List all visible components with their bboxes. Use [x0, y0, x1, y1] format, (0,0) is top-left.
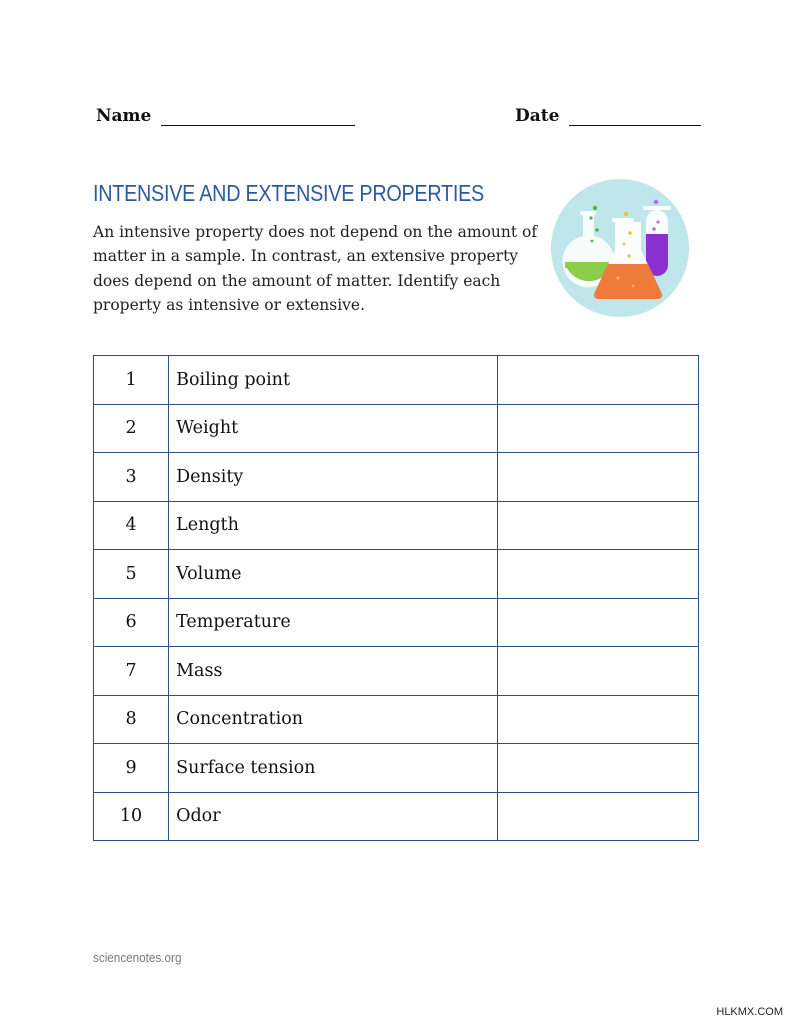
table-row: [94, 792, 699, 841]
table-row: [94, 404, 699, 453]
answer-cell[interactable]: [497, 453, 698, 502]
property-name: Mass: [169, 647, 498, 696]
property-name: Surface tension: [169, 744, 498, 793]
worksheet-title: INTENSIVE AND EXTENSIVE PROPERTIES: [93, 180, 484, 206]
property-name: Concentration: [169, 695, 498, 744]
name-field[interactable]: [96, 106, 355, 126]
property-name: Volume: [169, 550, 498, 599]
property-name: Length: [169, 501, 498, 550]
property-name: Odor: [169, 792, 498, 841]
instructions-paragraph: An intensive property does not depend on the amount of matter in a sample. In contrast, an extensive property does depend on the amount of matter. Identify each property as intensive or extensive.: [93, 223, 538, 314]
row-number: 9: [94, 744, 169, 793]
row-number: 2: [94, 404, 169, 453]
table-row: [94, 550, 699, 599]
table-row: [94, 598, 699, 647]
table-row: [94, 356, 699, 405]
row-number: 1: [94, 356, 169, 405]
answer-cell[interactable]: [497, 598, 698, 647]
row-number: 6: [94, 598, 169, 647]
table-row: [94, 695, 699, 744]
date-label: Date: [515, 106, 560, 126]
table-row: [94, 647, 699, 696]
property-name: Temperature: [169, 598, 498, 647]
row-number: 10: [94, 792, 169, 841]
table-row: [94, 453, 699, 502]
answer-cell[interactable]: [497, 647, 698, 696]
answer-cell[interactable]: [497, 501, 698, 550]
watermark: HLKMX.COM: [716, 1006, 783, 1018]
chemistry-flasks-icon: [550, 178, 690, 318]
row-number: 4: [94, 501, 169, 550]
answer-cell[interactable]: [497, 695, 698, 744]
answer-cell[interactable]: [497, 404, 698, 453]
table-row: [94, 501, 699, 550]
date-blank-line[interactable]: [569, 109, 701, 126]
row-number: 3: [94, 453, 169, 502]
answer-cell[interactable]: [497, 744, 698, 793]
property-name: Density: [169, 453, 498, 502]
name-label: Name: [96, 106, 152, 126]
row-number: 7: [94, 647, 169, 696]
properties-table: [93, 355, 699, 841]
table-row: [94, 744, 699, 793]
row-number: 8: [94, 695, 169, 744]
property-name: Boiling point: [169, 356, 498, 405]
property-name: Weight: [169, 404, 498, 453]
date-field[interactable]: [515, 106, 701, 126]
answer-cell[interactable]: [497, 356, 698, 405]
answer-cell[interactable]: [497, 792, 698, 841]
name-blank-line[interactable]: [161, 109, 355, 126]
row-number: 5: [94, 550, 169, 599]
footer-source: sciencenotes.org: [93, 950, 182, 965]
answer-cell[interactable]: [497, 550, 698, 599]
